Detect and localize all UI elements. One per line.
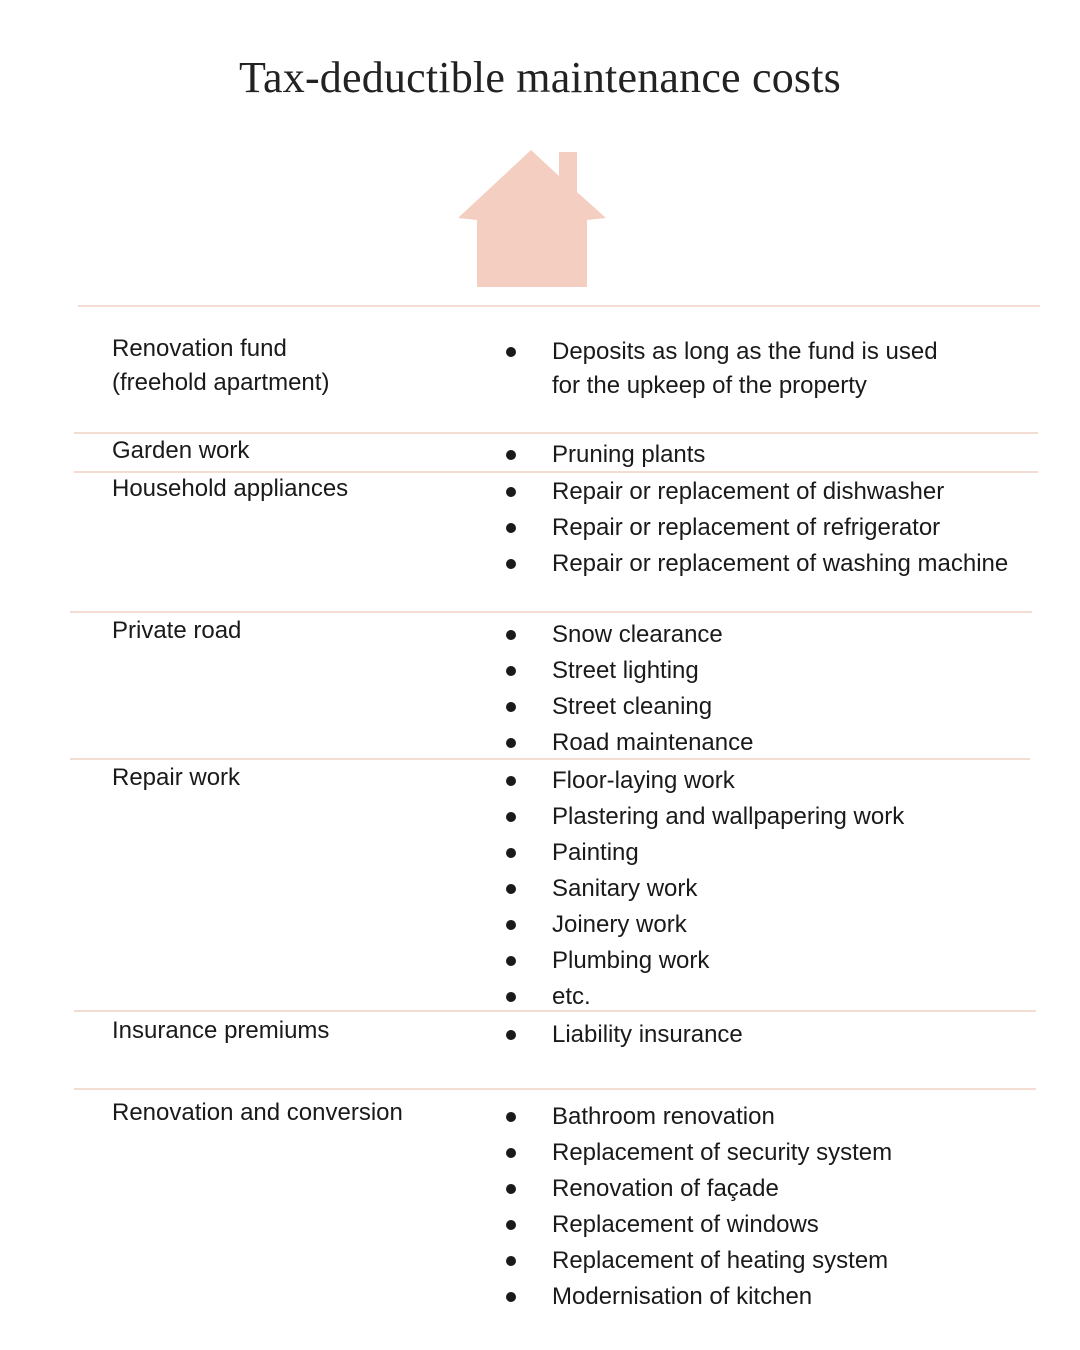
list-item-line: Street lighting [552, 657, 699, 684]
list-item-text [552, 617, 723, 653]
list-item-line: Repair or replacement of dishwasher [552, 478, 945, 505]
item-list [500, 474, 1008, 582]
item-list [500, 335, 938, 403]
category-label [112, 614, 241, 648]
list-item-text [552, 835, 639, 871]
item-list [500, 763, 904, 1015]
bullet-icon [506, 920, 516, 930]
bullet-icon [506, 559, 516, 569]
list-item-text [552, 1207, 819, 1243]
bullet-icon [506, 702, 516, 712]
list-item-line: Street cleaning [552, 693, 713, 720]
list-item-text [552, 943, 709, 979]
row-divider [78, 305, 1040, 307]
bullet-icon [506, 884, 516, 894]
list-item-text [552, 725, 753, 761]
row-divider [74, 1088, 1036, 1090]
list-item-text [552, 510, 940, 546]
list-item [500, 474, 1008, 510]
category-label-line: (freehold apartment) [112, 369, 330, 396]
bullet-icon [506, 992, 516, 1002]
bullet-icon [506, 956, 516, 966]
bullet-icon [506, 1030, 516, 1040]
list-item-text [552, 763, 735, 799]
list-item [500, 617, 753, 653]
bullet-icon [506, 347, 516, 357]
bullet-icon [506, 776, 516, 786]
list-item-line: Bathroom renovation [552, 1103, 775, 1130]
category-label-line: Household appliances [112, 475, 349, 502]
list-item [500, 689, 753, 725]
list-item-line: Modernisation of kitchen [552, 1283, 813, 1310]
bullet-icon [506, 1112, 516, 1122]
list-item [500, 437, 705, 473]
list-item-text [552, 1017, 743, 1053]
category-label [112, 434, 249, 468]
list-item-line: Plumbing work [552, 947, 710, 974]
list-item [500, 871, 904, 907]
category-label-line: Garden work [112, 437, 250, 464]
bullet-icon [506, 666, 516, 676]
bullet-icon [506, 523, 516, 533]
list-item [500, 725, 753, 761]
list-item-line: Plastering and wallpapering work [552, 803, 905, 830]
row-divider [70, 611, 1032, 613]
list-item [500, 1171, 892, 1207]
list-item-line: for the upkeep of the property [552, 372, 867, 399]
category-label-line: Renovation fund [112, 335, 287, 362]
house-shape [458, 150, 606, 287]
list-item [500, 1135, 892, 1171]
list-item-line: Floor-laying work [552, 767, 735, 794]
list-item-text [552, 1099, 775, 1135]
list-item-text [552, 1171, 779, 1207]
bullet-icon [506, 848, 516, 858]
list-item-text [552, 1279, 812, 1315]
list-item-text [552, 689, 712, 725]
category-label [112, 472, 348, 506]
page-title: Tax-deductible maintenance costs [239, 53, 841, 102]
list-item-line: Pruning plants [552, 441, 706, 468]
bullet-icon [506, 487, 516, 497]
list-item-line: Joinery work [552, 911, 687, 938]
list-item [500, 546, 1008, 582]
bullet-icon [506, 1292, 516, 1302]
list-item-text [552, 979, 591, 1015]
list-item-line: Snow clearance [552, 621, 723, 648]
list-item-line: Renovation of façade [552, 1175, 779, 1202]
list-item [500, 907, 904, 943]
list-item-line: Liability insurance [552, 1021, 743, 1048]
list-item-text [552, 907, 687, 943]
list-item [500, 1279, 892, 1315]
list-item [500, 1017, 743, 1053]
category-label-line: Repair work [112, 764, 241, 791]
category-label-line: Renovation and conversion [112, 1099, 403, 1126]
list-item [500, 1243, 892, 1279]
list-item-text [552, 437, 705, 473]
list-item [500, 335, 938, 403]
list-item-text [552, 1243, 888, 1279]
list-item [500, 835, 904, 871]
list-item-text [552, 474, 944, 510]
bullet-icon [506, 1148, 516, 1158]
bullet-icon [506, 1220, 516, 1230]
list-item-line: Replacement of heating system [552, 1247, 889, 1274]
bullet-icon [506, 738, 516, 748]
list-item-text [552, 653, 699, 689]
list-item [500, 653, 753, 689]
bullet-icon [506, 812, 516, 822]
list-item [500, 1207, 892, 1243]
bullet-icon [506, 450, 516, 460]
item-list [500, 1099, 892, 1315]
list-item-line: Road maintenance [552, 729, 754, 756]
category-label [112, 761, 240, 795]
bullet-icon [506, 1256, 516, 1266]
list-item [500, 763, 904, 799]
list-item [500, 510, 1008, 546]
list-item [500, 943, 904, 979]
list-item [500, 979, 904, 1015]
list-item-line: etc. [552, 983, 591, 1010]
list-item-line: Painting [552, 839, 639, 866]
list-item-line: Repair or replacement of washing machine [552, 550, 1009, 577]
list-item-text [552, 335, 938, 403]
bullet-icon [506, 630, 516, 640]
item-list [500, 437, 705, 473]
house-icon [456, 150, 606, 287]
category-label [112, 1014, 329, 1048]
list-item-text [552, 871, 697, 907]
bullet-icon [506, 1184, 516, 1194]
category-label [112, 332, 329, 400]
list-item-line: Replacement of security system [552, 1139, 893, 1166]
list-item-text [552, 546, 1008, 582]
list-item-text [552, 1135, 892, 1171]
item-list [500, 1017, 743, 1053]
list-item-line: Repair or replacement of refrigerator [552, 514, 941, 541]
category-label-line: Private road [112, 617, 242, 644]
list-item [500, 799, 904, 835]
list-item-line: Sanitary work [552, 875, 698, 902]
list-item-text [552, 799, 904, 835]
category-label-line: Insurance premiums [112, 1017, 330, 1044]
item-list [500, 617, 753, 761]
list-item-line: Deposits as long as the fund is used [552, 338, 938, 365]
list-item [500, 1099, 892, 1135]
category-label [112, 1096, 403, 1130]
list-item-line: Replacement of windows [552, 1211, 819, 1238]
